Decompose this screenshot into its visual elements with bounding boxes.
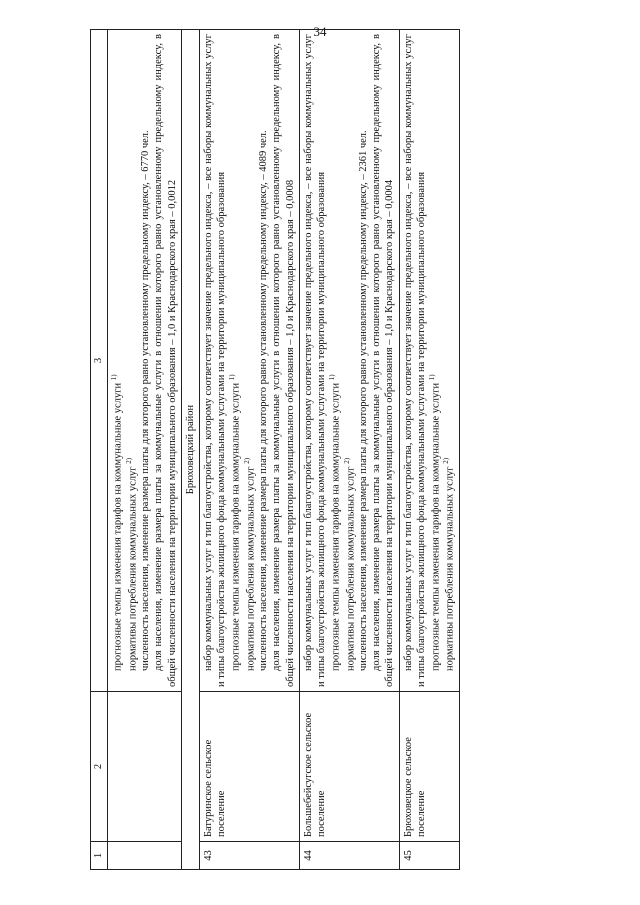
table-row — [199, 30, 299, 870]
settlement-name: Брюховецкое сельское поселение — [399, 692, 460, 842]
table-row — [399, 30, 460, 870]
share-line: доля населения, изменение размера платы за коммунальные услуги в отношении которого равно установленному предельному индексу, в общей численности населения на территории муниципального образования – 1,0 и Краснодарского края – 0,0004 — [371, 34, 396, 687]
row-number: 43 — [199, 842, 299, 870]
municipal-index-table — [90, 29, 460, 870]
settlement-name-cell — [108, 692, 182, 842]
set-line: набор коммунальных услуг и тип благоустройства, которому соответствует значение предельного индекса, – все наборы коммунальных услуг и типы благоустройства жилищного фонда коммунальными услугами на территории муниципального образования — [202, 34, 227, 687]
column-header-1: 1 — [91, 842, 108, 870]
column-number-row — [91, 30, 108, 870]
population-line: численность населения, изменение размера платы для которого равно установленному предельному индексу, – 4089 чел. — [258, 130, 270, 671]
settlement-name: Батуринское сельское поселение — [199, 692, 299, 842]
norms-line: нормативы потребления коммунальных услуг $^{2)}$ — [124, 457, 139, 671]
rotated-table-sheet — [90, 30, 540, 870]
district-heading: Брюховецкий район — [181, 30, 199, 870]
set-line: набор коммунальных услуг и тип благоустройства, которому соответствует значение предельного индекса, – все наборы коммунальных услуг и типы благоустройства жилищного фонда коммунальными услугами на территории муниципального образования — [402, 34, 427, 687]
set-line: набор коммунальных услуг и тип благоустройства, которому соответствует значение предельного индекса, – все наборы коммунальных услуг и типы благоустройства жилищного фонда коммунальными услугами на территории муниципального образования — [302, 34, 327, 687]
page-number: 34 — [313, 24, 327, 39]
share-line: доля населения, изменение размера платы за коммунальные услуги в отношении которого равно установленному предельному индексу, в общей численности населения на территории муниципального образования – 1,0 и Краснодарского края – 0,0012 — [153, 34, 178, 687]
column-header-2: 2 — [91, 692, 108, 842]
table-row — [299, 30, 399, 870]
description-cell — [299, 30, 399, 692]
row-number: 44 — [299, 842, 399, 870]
description-cell — [199, 30, 299, 692]
row-number-cell — [108, 842, 182, 870]
column-header-3: 3 — [91, 30, 108, 692]
norms-line: нормативы потребления коммунальных услуг $^{2)}$ — [342, 457, 356, 671]
tariff-line: прогнозные темпы изменения тарифов на коммунальные услуги $^{1)}$ — [427, 374, 442, 671]
norms-line: нормативы потребления коммунальных услуг $^{2)}$ — [442, 457, 456, 671]
norms-line: нормативы потребления коммунальных услуг $^{2)}$ — [242, 457, 257, 671]
tariff-line: прогнозные темпы изменения тарифов на коммунальные услуги $^{1)}$ — [228, 374, 242, 671]
district-row — [181, 30, 199, 870]
description-cell — [399, 30, 460, 692]
settlement-name: Большебейсугское сельское поселение — [299, 692, 399, 842]
tariff-line: прогнозные темпы изменения тарифов на коммунальные услуги $^{1)}$ — [327, 374, 342, 671]
share-line: доля населения, изменение размера платы за коммунальные услуги в отношении которого равно установленному предельному индексу, в общей численности населения на территории муниципального образования – 1,0 и Краснодарского края – 0,0008 — [271, 34, 296, 687]
population-line: численность населения, изменение размера платы для которого равно установленному предельному индексу, – 6770 чел. — [140, 130, 152, 671]
description-cell — [108, 30, 182, 692]
row-number: 45 — [399, 842, 460, 870]
population-line: численность населения, изменение размера платы для которого равно установленному предельному индексу, – 2361 чел. — [358, 130, 370, 671]
continuation-row — [108, 30, 182, 870]
tariff-line: прогнозные темпы изменения тарифов на коммунальные услуги $^{1)}$ — [110, 374, 124, 671]
